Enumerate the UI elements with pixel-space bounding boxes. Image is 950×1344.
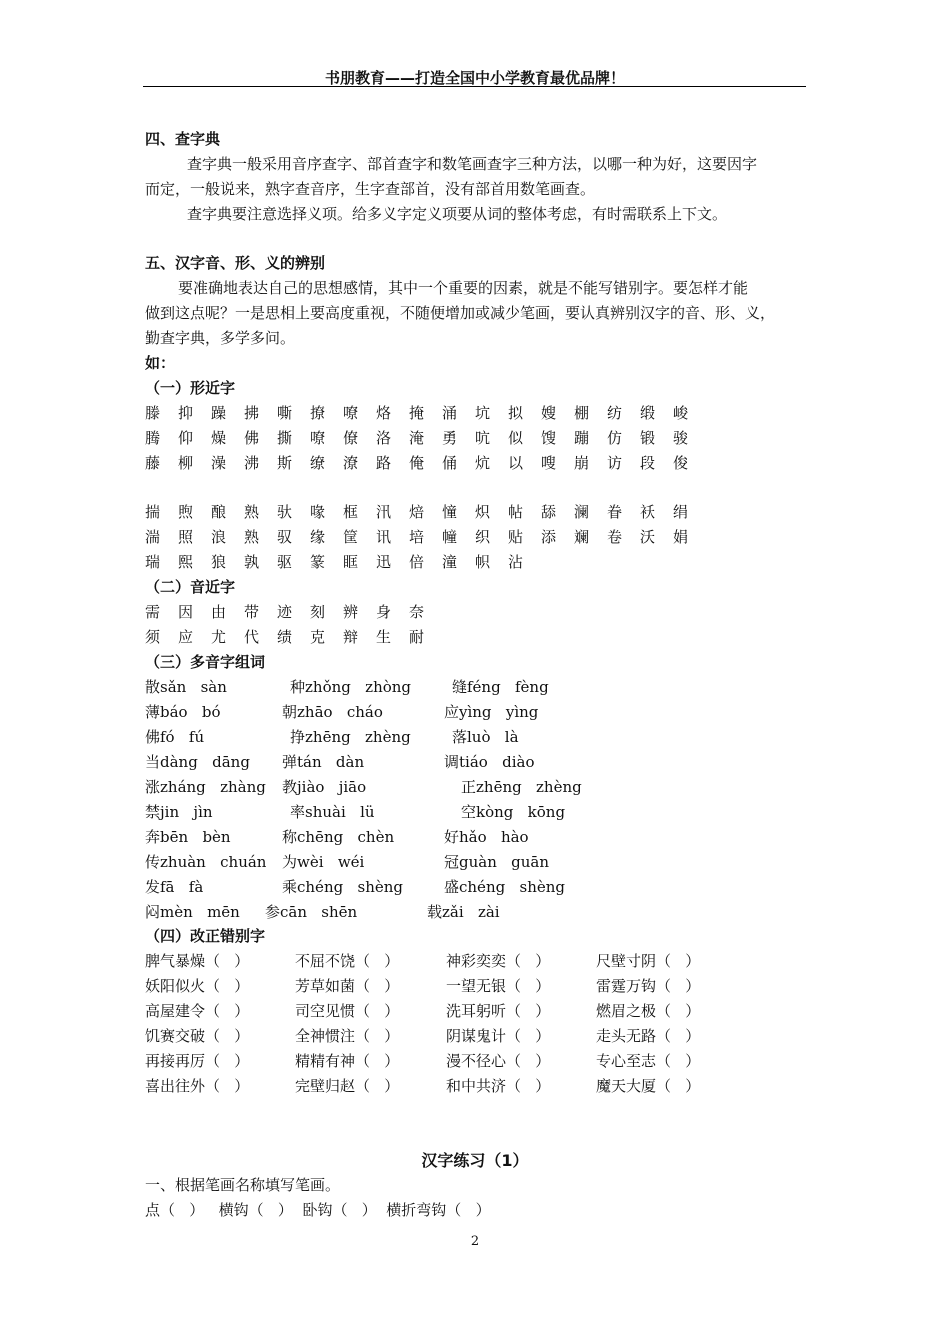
char-cell: 斓 xyxy=(574,528,590,546)
char-cell: 撩 xyxy=(310,404,326,422)
char-cell: 浪 xyxy=(211,528,227,546)
char-cell: 嗖 xyxy=(541,454,557,472)
exercise-title: 汉字练习（1） xyxy=(421,1151,529,1170)
idiom-entry: 和中共济（ ） xyxy=(446,1077,551,1095)
page-number: 2 xyxy=(470,1234,480,1249)
char-cell: 抑 xyxy=(178,404,194,422)
idiom-entry: 脾气暴燥（ ） xyxy=(145,952,250,970)
polyphone-entry: 盛chéng shèng xyxy=(444,878,566,896)
char-cell: 帜 xyxy=(475,553,491,571)
polyphone-entry: 称chēng chèn xyxy=(282,828,395,846)
section5-para-line3: 勤查字典，多学多问。 xyxy=(145,329,296,347)
char-cell: 访 xyxy=(607,454,623,472)
char-cell: 生 xyxy=(376,628,392,646)
idiom-entry: 饥赛交破（ ） xyxy=(145,1027,250,1045)
char-cell: 坑 xyxy=(475,404,491,422)
page-header: 书朋教育——打造全国中小学教育最优品牌！ xyxy=(324,69,625,87)
char-cell: 撕 xyxy=(277,429,293,447)
char-cell: 滕 xyxy=(145,404,161,422)
exercise-question-1: 一、根据笔画名称填写笔画。 xyxy=(145,1176,341,1194)
char-cell: 添 xyxy=(541,528,557,546)
char-cell: 嫂 xyxy=(541,404,557,422)
char-cell: 袄 xyxy=(640,503,656,521)
char-cell: 克 xyxy=(310,628,326,646)
idiom-entry: 漫不径心（ ） xyxy=(446,1052,551,1070)
char-cell: 照 xyxy=(178,528,194,546)
char-cell: 藤 xyxy=(145,454,161,472)
char-cell: 幢 xyxy=(442,528,458,546)
char-cell: 尤 xyxy=(211,628,227,646)
char-cell: 需 xyxy=(145,603,161,621)
polyphone-entry: 为wèi wéi xyxy=(282,853,365,871)
char-cell: 应 xyxy=(178,628,194,646)
example-label: 如： xyxy=(145,354,176,372)
exercise-question-1-items: 点（ ） 横钩（ ） 卧钩（ ） 横折弯钩（ ） xyxy=(145,1201,491,1219)
char-cell: 讯 xyxy=(376,528,392,546)
char-cell: 焙 xyxy=(409,503,425,521)
char-cell: 身 xyxy=(376,603,392,621)
char-cell: 驮 xyxy=(277,503,293,521)
char-cell: 缎 xyxy=(640,404,656,422)
idiom-entry: 精精有神（ ） xyxy=(295,1052,400,1070)
polyphone-entry: 率shuài lü xyxy=(290,803,375,821)
polyphone-entry: 挣zhēng zhèng xyxy=(290,728,411,746)
section5-para-line2: 做到这点呢？一是思相上要高度重视，不随便增加或减少笔画，要认真辨别汉字的音、形、义， xyxy=(145,304,776,322)
polyphone-entry: 载zǎi zài xyxy=(427,903,500,921)
polyphone-entry: 教jiào jiāo xyxy=(282,778,367,796)
char-cell: 斯 xyxy=(277,454,293,472)
polyphone-entry: 冠guàn guān xyxy=(444,853,550,871)
section4-title: 四、查字典 xyxy=(145,130,221,148)
section4-para1-line1: 查字典一般采用音序查字、部首查字和数笔画查字三种方法，以哪一种为好，这要因字 xyxy=(187,155,758,173)
char-cell: 似 xyxy=(508,429,524,447)
char-cell: 熙 xyxy=(178,553,194,571)
char-cell: 代 xyxy=(244,628,260,646)
polyphone-entry: 调tiáo diào xyxy=(444,753,535,771)
polyphone-entry: 正zhēng zhèng xyxy=(461,778,582,796)
char-cell: 培 xyxy=(409,528,425,546)
char-cell: 辩 xyxy=(343,628,359,646)
idiom-entry: 尺壁寸阴（ ） xyxy=(596,952,701,970)
char-cell: 由 xyxy=(211,603,227,621)
polyphone-entry: 弹tán dàn xyxy=(282,753,365,771)
char-cell: 燥 xyxy=(211,429,227,447)
char-cell: 仿 xyxy=(607,429,623,447)
polyphone-entry: 闷mèn mēn xyxy=(145,903,240,921)
char-cell: 熟 xyxy=(244,503,260,521)
polyphone-entry: 涨zháng zhàng xyxy=(145,778,266,796)
polyphone-title: （三）多音字组词 xyxy=(145,653,266,671)
char-cell: 掩 xyxy=(409,404,425,422)
idiom-entry: 雷霆万钩（ ） xyxy=(596,977,701,995)
char-cell: 俺 xyxy=(409,454,425,472)
polyphone-entry: 薄báo bó xyxy=(145,703,221,721)
idiom-entry: 芳草如菌（ ） xyxy=(295,977,400,995)
char-cell: 熟 xyxy=(244,528,260,546)
idiom-entry: 司空见惯（ ） xyxy=(295,1002,400,1020)
polyphone-entry: 应yìng yìng xyxy=(444,703,539,721)
idiom-entry: 神彩奕奕（ ） xyxy=(446,952,551,970)
char-cell: 眶 xyxy=(343,553,359,571)
char-cell: 柳 xyxy=(178,454,194,472)
char-cell: 炕 xyxy=(475,454,491,472)
char-cell: 狼 xyxy=(211,553,227,571)
section5-title: 五、汉字音、形、义的辨别 xyxy=(145,254,326,272)
polyphone-entry: 朝zhāo cháo xyxy=(282,703,383,721)
char-cell: 憧 xyxy=(442,503,458,521)
polyphone-entry: 空kòng kōng xyxy=(461,803,566,821)
char-cell: 孰 xyxy=(244,553,260,571)
char-cell: 炽 xyxy=(475,503,491,521)
polyphone-entry: 奔bēn bèn xyxy=(145,828,231,846)
char-cell: 缭 xyxy=(310,454,326,472)
correct-typos-title: （四）改正错别字 xyxy=(145,927,266,945)
char-cell: 卷 xyxy=(607,528,623,546)
char-cell: 佛 xyxy=(244,429,260,447)
idiom-entry: 不屈不饶（ ） xyxy=(295,952,400,970)
char-cell: 缘 xyxy=(310,528,326,546)
char-cell: 俑 xyxy=(442,454,458,472)
char-cell: 绩 xyxy=(277,628,293,646)
similar-chars-row xyxy=(145,427,706,448)
char-cell: 框 xyxy=(343,503,359,521)
char-cell: 舔 xyxy=(541,503,557,521)
similar-chars-row xyxy=(145,452,706,473)
idiom-entry: 喜出往外（ ） xyxy=(145,1077,250,1095)
char-cell: 筐 xyxy=(343,528,359,546)
char-cell: 须 xyxy=(145,628,161,646)
idiom-entry: 全神惯注（ ） xyxy=(295,1027,400,1045)
char-cell: 以 xyxy=(508,454,524,472)
section4-para1-line2: 而定，一般说来，熟字查音序，生字查部首，没有部首用数笔画查。 xyxy=(145,180,596,198)
char-cell: 驱 xyxy=(277,553,293,571)
char-cell: 汛 xyxy=(376,503,392,521)
char-cell: 驭 xyxy=(277,528,293,546)
char-cell: 崩 xyxy=(574,454,590,472)
char-cell: 沃 xyxy=(640,528,656,546)
polyphone-entry: 当dàng dāng xyxy=(145,753,250,771)
char-cell: 俊 xyxy=(673,454,689,472)
idiom-entry: 一望无银（ ） xyxy=(446,977,551,995)
char-cell: 拂 xyxy=(244,404,260,422)
char-cell: 澡 xyxy=(211,454,227,472)
polyphone-entry: 佛fó fú xyxy=(145,728,205,746)
polyphone-entry: 禁jin jìn xyxy=(145,803,213,821)
char-cell: 澜 xyxy=(574,503,590,521)
char-cell: 倍 xyxy=(409,553,425,571)
char-cell: 眷 xyxy=(607,503,623,521)
section4-para2: 查字典要注意选择义项。给多义字定义项要从词的整体考虑，有时需联系上下文。 xyxy=(187,205,728,223)
char-cell: 沸 xyxy=(244,454,260,472)
char-cell: 纺 xyxy=(607,404,623,422)
char-cell: 喙 xyxy=(310,503,326,521)
char-cell: 绢 xyxy=(673,503,689,521)
sound-chars-title: （二）音近字 xyxy=(145,578,236,596)
char-cell: 迅 xyxy=(376,553,392,571)
char-cell: 辨 xyxy=(343,603,359,621)
char-cell: 帖 xyxy=(508,503,524,521)
char-cell: 沾 xyxy=(508,553,524,571)
header-rule xyxy=(143,86,806,87)
char-cell: 瑞 xyxy=(145,553,161,571)
char-cell: 迹 xyxy=(277,603,293,621)
char-cell: 段 xyxy=(640,454,656,472)
char-cell: 潦 xyxy=(343,454,359,472)
char-cell: 揣 xyxy=(145,503,161,521)
char-cell: 煦 xyxy=(178,503,194,521)
char-cell: 蹦 xyxy=(574,429,590,447)
idiom-entry: 专心至志（ ） xyxy=(596,1052,701,1070)
char-cell: 带 xyxy=(244,603,260,621)
char-cell: 峻 xyxy=(673,404,689,422)
char-cell: 淹 xyxy=(409,429,425,447)
char-cell: 刻 xyxy=(310,603,326,621)
polyphone-entry: 参cān shēn xyxy=(265,903,358,921)
idiom-entry: 妖阳似火（ ） xyxy=(145,977,250,995)
char-cell: 躁 xyxy=(211,404,227,422)
polyphone-entry: 散sǎn sàn xyxy=(145,678,227,696)
similar-chars-row xyxy=(145,526,706,547)
char-cell: 湍 xyxy=(145,528,161,546)
char-cell: 骏 xyxy=(673,429,689,447)
char-cell: 织 xyxy=(475,528,491,546)
similar-chars-title: （一）形近字 xyxy=(145,379,236,397)
char-cell: 因 xyxy=(178,603,194,621)
polyphone-entry: 传zhuàn chuán xyxy=(145,853,267,871)
idiom-entry: 魔天大厦（ ） xyxy=(596,1077,701,1095)
char-cell: 耐 xyxy=(409,628,425,646)
polyphone-entry: 缝féng fèng xyxy=(452,678,549,696)
sound-chars-row xyxy=(145,601,442,622)
char-cell: 篆 xyxy=(310,553,326,571)
char-cell: 僚 xyxy=(343,429,359,447)
idiom-entry: 燃眉之极（ ） xyxy=(596,1002,701,1020)
char-cell: 锻 xyxy=(640,429,656,447)
char-cell: 洛 xyxy=(376,429,392,447)
char-cell: 仰 xyxy=(178,429,194,447)
char-cell: 嘹 xyxy=(343,404,359,422)
similar-chars-row xyxy=(145,551,541,572)
polyphone-entry: 落luò là xyxy=(452,728,519,746)
idiom-entry: 走头无路（ ） xyxy=(596,1027,701,1045)
char-cell: 馊 xyxy=(541,429,557,447)
char-cell: 嘹 xyxy=(310,429,326,447)
char-cell: 贴 xyxy=(508,528,524,546)
polyphone-entry: 好hǎo hào xyxy=(444,828,529,846)
polyphone-entry: 种zhǒng zhòng xyxy=(290,678,412,696)
char-cell: 吭 xyxy=(475,429,491,447)
char-cell: 棚 xyxy=(574,404,590,422)
idiom-entry: 高屋建令（ ） xyxy=(145,1002,250,1020)
char-cell: 腾 xyxy=(145,429,161,447)
sound-chars-row xyxy=(145,626,442,647)
char-cell: 拟 xyxy=(508,404,524,422)
polyphone-entry: 乘chéng shèng xyxy=(282,878,404,896)
char-cell: 酿 xyxy=(211,503,227,521)
idiom-entry: 洗耳躬听（ ） xyxy=(446,1002,551,1020)
similar-chars-row xyxy=(145,501,706,522)
char-cell: 娟 xyxy=(673,528,689,546)
char-cell: 潼 xyxy=(442,553,458,571)
idiom-entry: 阴谋鬼计（ ） xyxy=(446,1027,551,1045)
char-cell: 烙 xyxy=(376,404,392,422)
char-cell: 勇 xyxy=(442,429,458,447)
section5-para-line1: 要准确地表达自己的思想感情，其中一个重要的因素，就是不能写错别字。要怎样才能 xyxy=(178,279,749,297)
char-cell: 路 xyxy=(376,454,392,472)
idiom-entry: 再接再厉（ ） xyxy=(145,1052,250,1070)
char-cell: 嘶 xyxy=(277,404,293,422)
char-cell: 涌 xyxy=(442,404,458,422)
idiom-entry: 完壁归赵（ ） xyxy=(295,1077,400,1095)
polyphone-entry: 发fā fà xyxy=(145,878,204,896)
char-cell: 奈 xyxy=(409,603,425,621)
similar-chars-row xyxy=(145,402,706,423)
